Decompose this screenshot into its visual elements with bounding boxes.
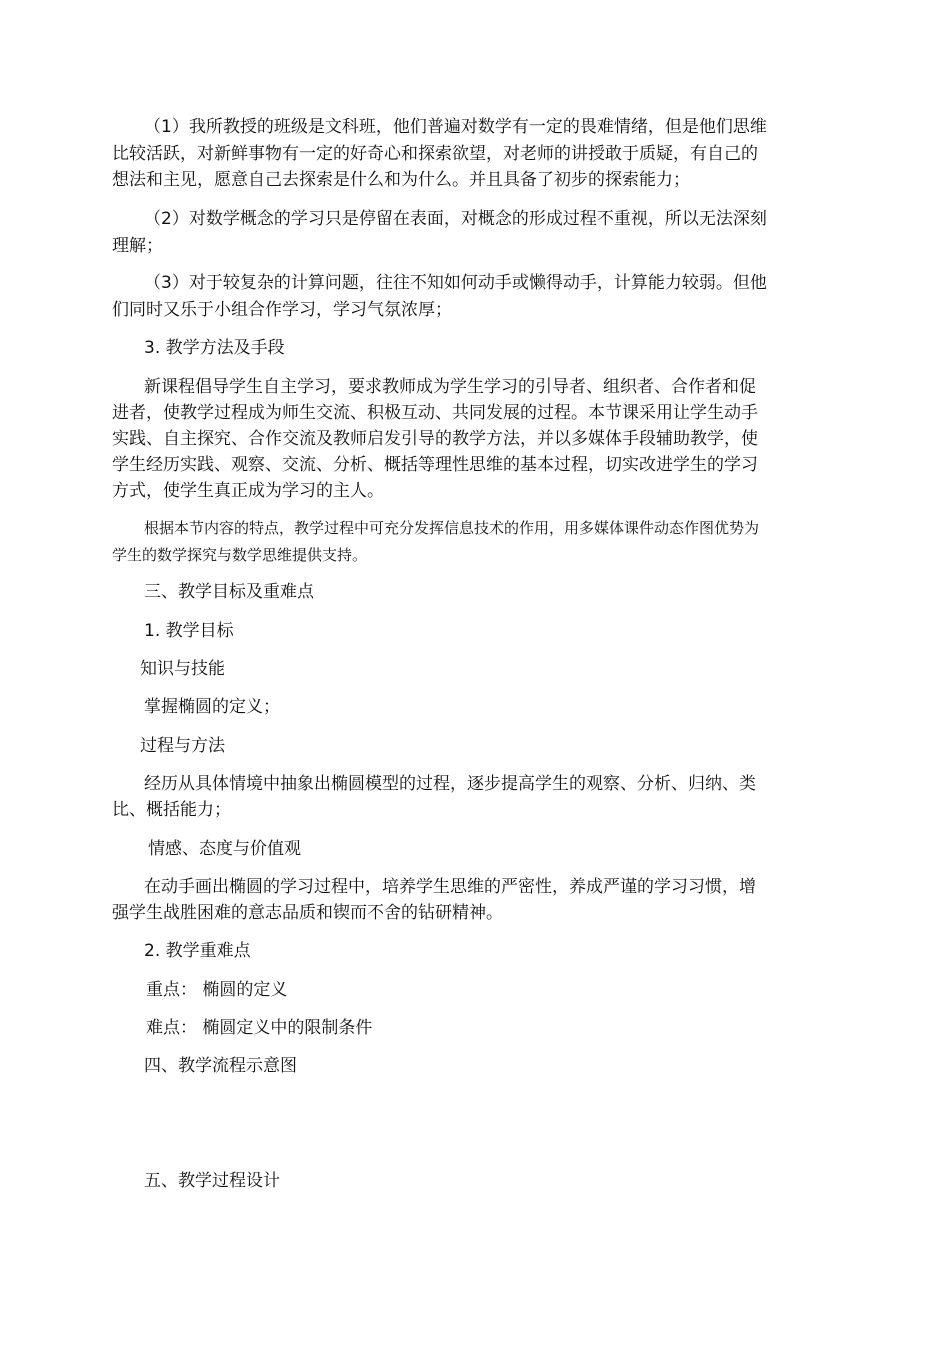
text-line: 实践、自主探究、合作交流及教师启发引导的教学方法，并以多媒体手段辅助教学，使 — [112, 429, 758, 449]
text-line: 比较活跃，对新鲜事物有一定的好奇心和探索欲望，对老师的讲授敢于质疑，有自己的 — [112, 144, 758, 164]
text-line: 们同时又乐于小组合作学习，学习气氛浓厚； — [112, 300, 452, 320]
section-heading: 四、教学流程示意图 — [144, 1056, 297, 1076]
text-line: （3）对于较复杂的计算问题，往往不知如何动手或懒得动手，计算能力较弱。但他 — [144, 273, 767, 293]
text-line: 学生的数学探究与数学思维提供支持。 — [112, 546, 368, 564]
text-line: 强学生战胜困难的意志品质和锲而不舍的钻研精神。 — [112, 903, 503, 923]
text-line: 学生经历实践、观察、交流、分析、概括等理性思维的基本过程，切实改进学生的学习 — [112, 455, 758, 475]
text-line: （1）我所教授的班级是文科班，他们普遍对数学有一定的畏难情绪，但是他们思维 — [144, 117, 767, 137]
text-line: 理解； — [112, 236, 163, 256]
text-line: （2）对数学概念的学习只是停留在表面，对概念的形成过程不重视，所以无法深刻 — [144, 209, 767, 229]
section-heading: 三、教学目标及重难点 — [144, 582, 314, 602]
text-line: 想法和主见，愿意自己去探索是什么和为什么。并且具备了初步的探索能力； — [112, 170, 690, 190]
section-heading: 五、教学过程设计 — [144, 1171, 280, 1191]
text-line: 经历从具体情境中抽象出椭圆模型的过程，逐步提高学生的观察、分析、归纳、类 — [144, 774, 756, 794]
text-line: 进者，使教学过程成为师生交流、积极互动、共同发展的过程。本节课采用让学生动手 — [112, 403, 758, 423]
subsection-heading: 2. 教学重难点 — [144, 941, 251, 961]
text-line: 根据本节内容的特点，教学过程中可充分发挥信息技术的作用，用多媒体课件动态作图优势为 — [144, 519, 760, 537]
text-line: 比、概括能力； — [112, 800, 231, 820]
text-line: 新课程倡导学生自主学习，要求教师成为学生学习的引导者、组织者、合作者和促 — [144, 377, 756, 397]
text-line: 掌握椭圆的定义； — [144, 697, 280, 717]
text-line: 重点： 椭圆的定义 — [146, 980, 288, 1000]
subsection-heading: 1. 教学目标 — [144, 621, 234, 641]
text-line: 难点： 椭圆定义中的限制条件 — [146, 1018, 373, 1038]
text-line: 在动手画出椭圆的学习过程中，培养学生思维的严密性，养成严谨的学习习惯，增 — [144, 877, 756, 897]
subsection-heading: 知识与技能 — [140, 659, 225, 679]
section-heading: 3. 教学方法及手段 — [144, 338, 285, 358]
subsection-heading: 过程与方法 — [140, 736, 225, 756]
text-line: 方式，使学生真正成为学习的主人。 — [112, 481, 384, 501]
subsection-heading: 情感、态度与价值观 — [148, 839, 301, 859]
